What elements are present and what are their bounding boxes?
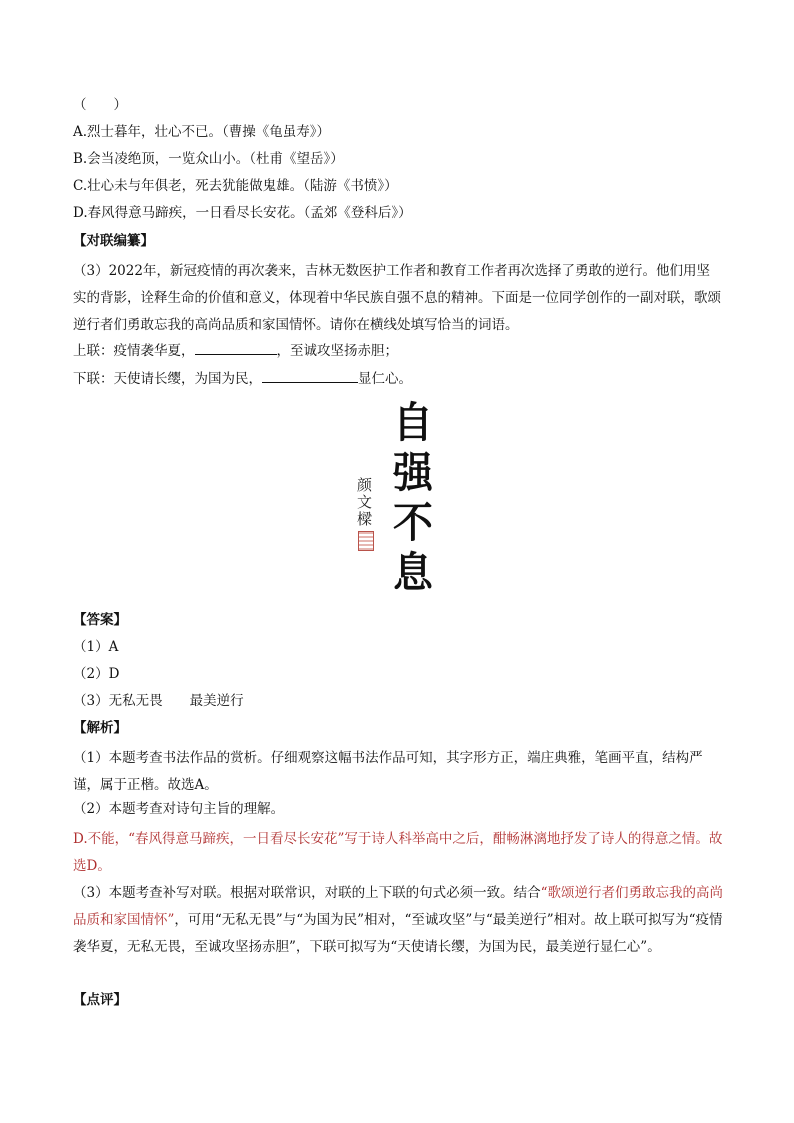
seal-stamp bbox=[358, 531, 374, 551]
lower-couplet bbox=[73, 368, 412, 389]
calligraphy-char: 强 bbox=[393, 448, 433, 497]
question-paren: （ ） bbox=[73, 97, 127, 113]
analysis-p4-quote: “歌颂逆行者们勇敢忘我的高尚品质和家国情怀” bbox=[73, 885, 723, 928]
analysis-p4-end: ，可用“无私无畏”与“为国为民”相对，“至诚攻坚”与“最美逆行”相对。故上联可拟写为“疫情袭华夏，无私无畏，至诚攻坚扬赤胆”，下联可拟写为“天使请长缨，为国为民，最美逆行显仁心”。 bbox=[73, 912, 723, 955]
signature-char: 颜 bbox=[357, 476, 373, 494]
option-d: D.春风得意马蹄疾，一日看尽长安花。（孟郊《登科后》） bbox=[73, 205, 412, 221]
upper-couplet bbox=[73, 340, 398, 361]
analysis-p4 bbox=[73, 880, 723, 961]
comment-heading: 【点评】 bbox=[73, 992, 127, 1008]
calligraphy-char: 不 bbox=[393, 498, 433, 547]
answer-heading: 【答案】 bbox=[73, 612, 127, 628]
answer-1: （1）A bbox=[73, 639, 119, 655]
upper-prefix: 上联：疫情袭华夏， bbox=[73, 343, 195, 359]
signature-char: 樑 bbox=[357, 510, 373, 528]
lower-blank[interactable] bbox=[262, 368, 358, 383]
calligraphy-char: 息 bbox=[393, 548, 433, 597]
signature-char: 文 bbox=[357, 493, 373, 511]
upper-blank[interactable] bbox=[195, 340, 277, 355]
calligraphy-char: 自 bbox=[393, 398, 433, 447]
option-c: C.壮心未与年俱老，死去犹能做鬼雄。（陆游《书愤》） bbox=[73, 178, 398, 194]
analysis-p3: D.不能，“春风得意马蹄疾，一日看尽长安花”写于诗人科举高中之后，酣畅淋漓地抒发了诗人的得意之情。故选D。 bbox=[73, 831, 723, 874]
lower-suffix: 显仁心。 bbox=[358, 371, 412, 387]
lower-prefix: 下联：天使请长缨，为国为民， bbox=[73, 371, 262, 387]
answer-3: （3）无私无畏 最美逆行 bbox=[73, 693, 244, 709]
analysis-p1: （1）本题考查书法作品的赏析。仔细观察这幅书法作品可知，其字形方正，端庄典雅，笔画平直，结构严谨，属于正楷。故选A。 bbox=[73, 750, 703, 793]
couplet-heading: 【对联编纂】 bbox=[73, 233, 154, 249]
couplet-prompt: （3）2022年，新冠疫情的再次袭来，吉林无数医护工作者和教育工作者再次选择了勇敢的逆行。他们用坚实的背影，诠释生命的价值和意义，体现着中华民族自强不息的精神。下面是一位同学创作的一副对联，歌颂逆行者们勇敢忘我的高尚品质和家国情怀。请你在横线处填写恰当的词语。 bbox=[73, 263, 721, 333]
analysis-heading: 【解析】 bbox=[73, 720, 127, 736]
upper-suffix: ，至诚攻坚扬赤胆； bbox=[276, 343, 398, 359]
analysis-p4-start: （3）本题考查补写对联。根据对联常识，对联的上下联的句式必须一致。结合 bbox=[73, 885, 541, 901]
analysis-p2: （2）本题考查对诗句主旨的理解。 bbox=[73, 801, 285, 817]
option-a: A.烈士暮年，壮心不已。（曹操《龟虽寿》） bbox=[73, 124, 331, 140]
option-b: B.会当凌绝顶，一览众山小。（杜甫《望岳》） bbox=[73, 151, 344, 167]
answer-2: （2）D bbox=[73, 666, 120, 682]
